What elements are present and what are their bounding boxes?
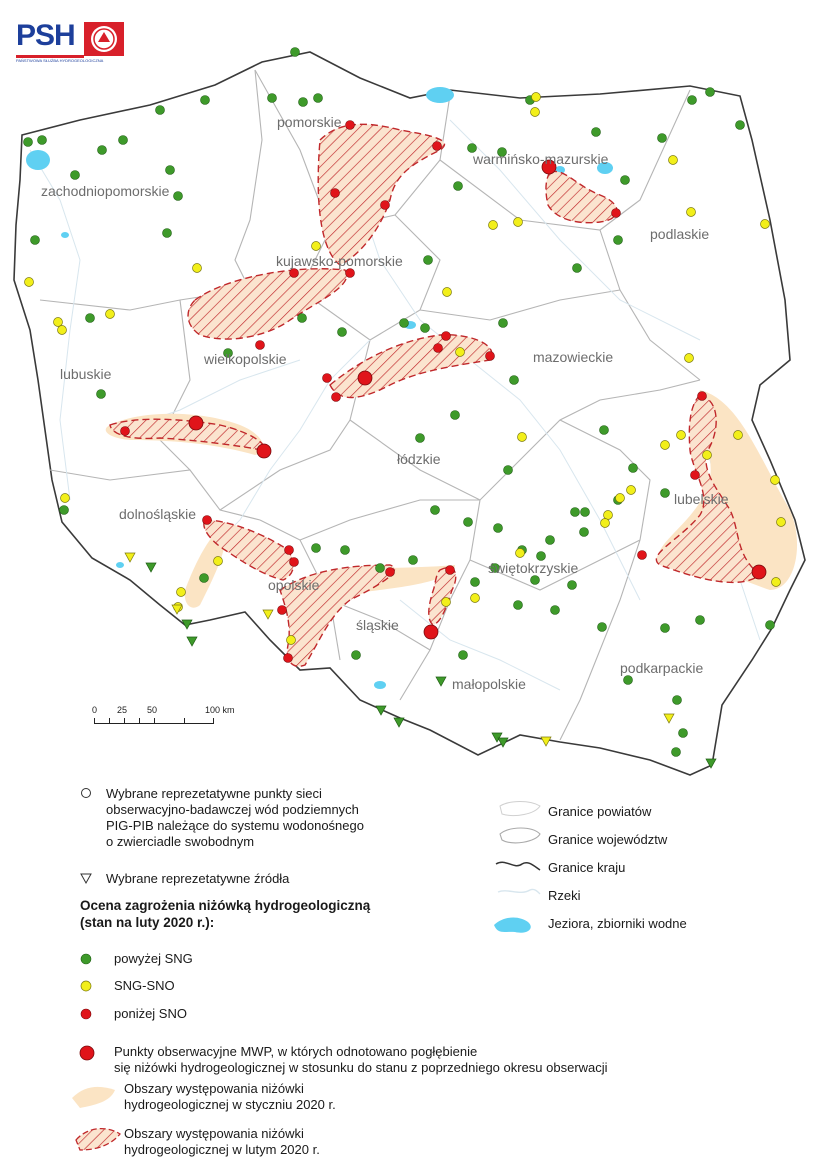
psh-logo bbox=[16, 20, 128, 62]
legend-country-border: Granice kraju bbox=[548, 860, 626, 875]
legend-below-sno: poniżej SNO bbox=[114, 1006, 187, 1021]
legend-mwp-points: Punkty obserwacyjne MWP, w których odnotowano pogłębienie się niżówki hydrogeologicznej w stosunku do stanu z poprzedniego okresu obserwacji bbox=[114, 1044, 608, 1075]
legend-assessment-title: Ocena zagrożenia niżówką hydrogeologiczną (stan na luty 2020 r.): bbox=[80, 898, 371, 930]
legend-lakes: Jeziora, zbiorniki wodne bbox=[548, 916, 687, 931]
scale-label: 25 bbox=[117, 705, 128, 715]
scale-label: 50 bbox=[147, 705, 158, 715]
region-label: świętokrzyskie bbox=[488, 560, 579, 576]
legend-above-sng: powyżej SNG bbox=[114, 951, 193, 966]
scale-tick bbox=[154, 718, 155, 724]
region-label: kujawsko-pomorskie bbox=[276, 253, 403, 269]
legend-rivers: Rzeki bbox=[548, 888, 581, 903]
region-label: małopolskie bbox=[452, 676, 526, 692]
scale-tick bbox=[139, 718, 140, 724]
region-label: podkarpackie bbox=[620, 660, 704, 676]
region-label: śląskie bbox=[356, 617, 399, 633]
logo-subtext: PAŃSTWOWA SŁUŻBA HYDROGEOLOGICZNA bbox=[16, 58, 104, 63]
region-label: zachodniopomorskie bbox=[41, 183, 170, 199]
scale-tick bbox=[109, 718, 110, 724]
region-label: wielkopolskie bbox=[204, 351, 287, 367]
seal-icon bbox=[84, 22, 124, 56]
legend-voivodeship-borders: Granice województw bbox=[548, 832, 668, 847]
scale-tick bbox=[184, 718, 185, 724]
legend-areas-february: Obszary występowania niżówki hydrogeologicznej w lutym 2020 r. bbox=[124, 1126, 320, 1157]
region-label: lubuskie bbox=[60, 366, 112, 382]
legend-county-borders: Granice powiatów bbox=[548, 804, 652, 819]
scale-tick bbox=[213, 718, 214, 724]
legend-springs: Wybrane reprezetatywne źródła bbox=[106, 871, 290, 886]
scale-label: 100 km bbox=[205, 705, 235, 715]
region-label: dolnośląskie bbox=[119, 506, 197, 522]
scale-label: 0 bbox=[92, 705, 98, 715]
legend-network-points: Wybrane reprezetatywne punkty sieci obserwacyjno-badawczej wód podziemnych PIG-PIB należące do systemu wodonośnego o zwierciadle swobodnym bbox=[106, 786, 364, 849]
scale-tick bbox=[94, 718, 95, 724]
region-label: mazowieckie bbox=[533, 349, 614, 365]
scale-tick bbox=[124, 718, 125, 724]
scale-bar bbox=[92, 705, 235, 735]
region-label: warmińsko-mazurskie bbox=[473, 151, 609, 167]
region-label: łódzkie bbox=[397, 451, 441, 467]
region-label: podlaskie bbox=[650, 226, 710, 242]
region-label: pomorskie bbox=[277, 114, 342, 130]
region-label: lubelskie bbox=[674, 491, 729, 507]
legend-areas-january: Obszary występowania niżówki hydrogeologicznej w styczniu 2020 r. bbox=[124, 1081, 336, 1112]
legend-sng-sno: SNG-SNO bbox=[114, 978, 175, 993]
logo-text: PSH bbox=[16, 19, 75, 52]
region-label: opolskie bbox=[268, 577, 320, 593]
